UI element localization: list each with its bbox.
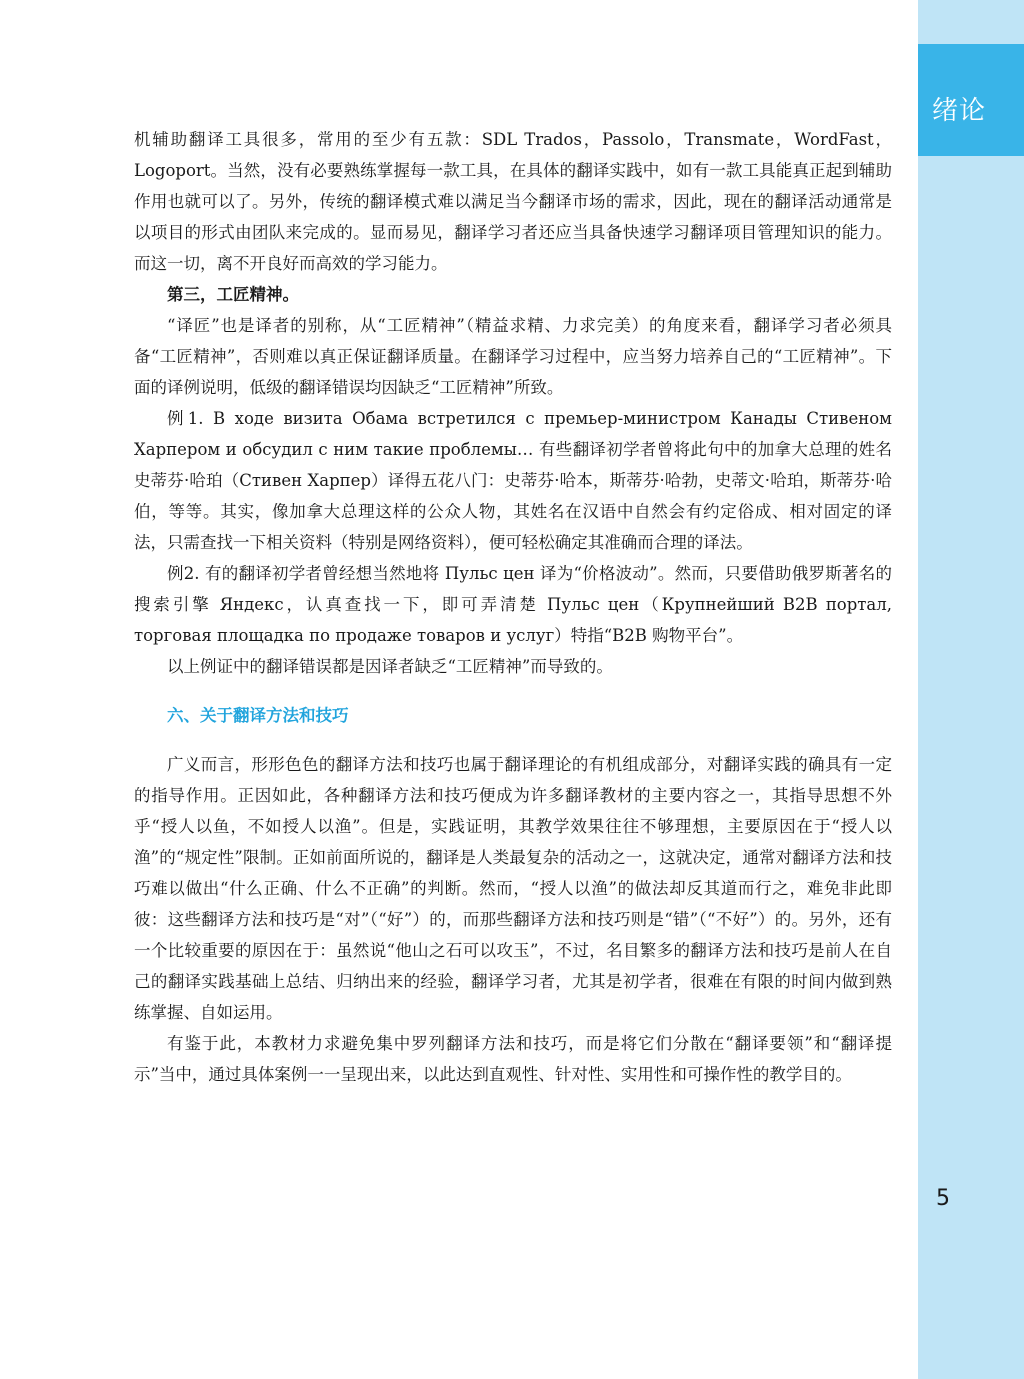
- paragraph-example-1: 例1. В ходе визита Обама встретился с премьер-министром Канады Стивеном Харпером и обсудил с ним такие проблемы… 有些翻译初学者曾将此句中的加拿大总理的姓名史蒂芬·哈珀（Стивен Харпер）译得五花八门：史蒂芬·哈本，斯蒂芬·哈勃，史蒂文·哈珀，斯蒂芬·哈伯，等等。其实，像加拿大总理这样的公众人物，其姓名在汉语中自然会有约定俗成、相对固定的译法，只需查找一下相关资料（特别是网络资料），便可轻松确定其准确而合理的译法。: [134, 409, 892, 552]
- page-number: 5: [936, 1186, 950, 1211]
- paragraph-conclusion: 以上例证中的翻译错误都是因译者缺乏“工匠精神”而导致的。: [167, 657, 613, 676]
- chapter-tab-label: 绪论: [932, 96, 987, 126]
- paragraph-craftsman-spirit: “译匠”也是译者的别称，从“工匠精神”（精益求精、力求完美）的角度来看，翻译学习者必须具备“工匠精神”，否则难以真正保证翻译质量。在翻译学习过程中，应当努力培养自己的“工匠精神”。下面的译例说明，低级的翻译错误均因缺乏“工匠精神”所致。: [134, 316, 892, 397]
- paragraph-tools: 机辅助翻译工具很多，常用的至少有五款：SDL Trados，Passolo，Transmate，WordFast，Logoport。当然，没有必要熟练掌握每一款工具，在具体的翻译实践中，如有一款工具能真正起到辅助作用也就可以了。另外，传统的翻译模式难以满足当今翻译市场的需求，因此，现在的翻译活动通常是以项目的形式由团队来完成的。显而易见，翻译学习者还应当具备快速学习翻译项目管理知识的能力。而这一切，离不开良好而高效的学习能力。: [134, 130, 892, 273]
- paragraph-textbook-approach: 有鉴于此，本教材力求避免集中罗列翻译方法和技巧，而是将它们分散在“翻译要领”和“翻译提示”当中，通过具体案例一一呈现出来，以此达到直观性、针对性、实用性和可操作性的教学目的。: [134, 1034, 892, 1084]
- paragraph-methods: 广义而言，形形色色的翻译方法和技巧也属于翻译理论的有机组成部分，对翻译实践的确具有一定的指导作用。正因如此，各种翻译方法和技巧便成为许多翻译教材的主要内容之一，其指导思想不外乎“授人以鱼，不如授人以渔”。但是，实践证明，其教学效果往往不够理想，主要原因在于“授人以渔”的“规定性”限制。正如前面所说的，翻译是人类最复杂的活动之一，这就决定，通常对翻译方法和技巧难以做出“什么正确、什么不正确”的判断。然而，“授人以渔”的做法却反其道而行之，难免非此即彼：这些翻译方法和技巧是“对”（“好”）的，而那些翻译方法和技巧则是“错”（“不好”）的。另外，还有一个比较重要的原因在于：虽然说“他山之石可以攻玉”，不过，名目繁多的翻译方法和技巧是前人在自己的翻译实践基础上总结、归纳出来的经验，翻译学习者，尤其是初学者，很难在有限的时间内做到熟练掌握、自如运用。: [134, 755, 892, 1022]
- side-strip: [918, 0, 1024, 1379]
- body-text: [134, 124, 892, 1090]
- paragraph-example-2: 例2. 有的翻译初学者曾经想当然地将 Пульс цен 译为“价格波动”。然而，只要借助俄罗斯著名的搜索引擎 Яндекс，认真查找一下，即可弄清楚 Пульс цен（Крупнейший B2B портал, торговая площадка по продаже товаров и услуг）特指“B2B 购物平台”。: [134, 564, 892, 645]
- section-heading: 六、关于翻译方法和技巧: [167, 706, 349, 725]
- paragraph-third-point: 第三，工匠精神。: [167, 285, 299, 304]
